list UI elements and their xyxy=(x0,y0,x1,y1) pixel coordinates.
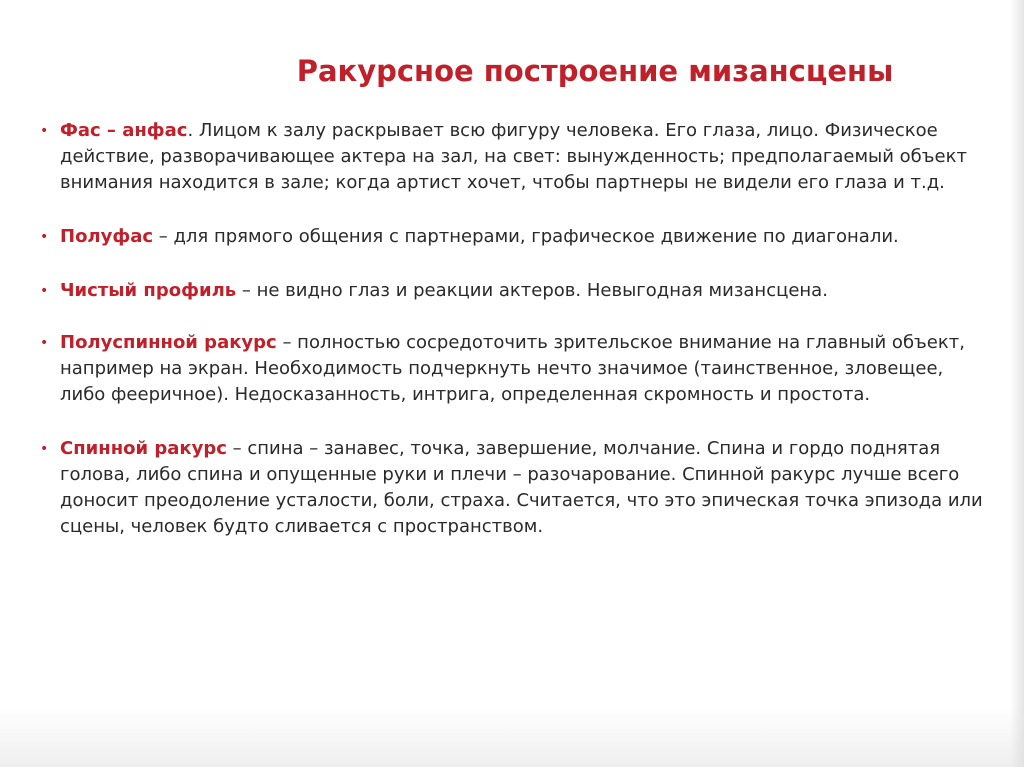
slide-title: Ракурсное построение мизансцены xyxy=(296,54,894,88)
term-half-back: Полуспинной ракурс xyxy=(60,332,277,353)
term-back: Спинной ракурс xyxy=(60,438,227,459)
bullet-icon: • xyxy=(40,335,49,351)
bullet-list xyxy=(40,118,990,540)
list-item-half-back xyxy=(40,330,990,408)
desc-back: – спина – занавес, точка, завершение, молчание. Спина и гордо поднятая голова, либо спина и опущенные руки и плечи – разочарование. Спинной ракурс лучше всего доносит преодоление усталости, боли, страха. Считается, что это эпическая точка эпизода или сцены, человек будто сливается с пространством. xyxy=(60,438,983,537)
desc-polufas: – для прямого общения с партнерами, графическое движение по диагонали. xyxy=(153,226,899,247)
bullet-icon: • xyxy=(40,283,49,299)
list-item-polufas xyxy=(40,224,990,250)
list-item-fas xyxy=(40,118,990,196)
bullet-icon: • xyxy=(40,441,49,457)
term-polufas: Полуфас xyxy=(60,226,154,247)
bullet-icon: • xyxy=(40,123,49,139)
term-profile: Чистый профиль xyxy=(60,280,237,301)
desc-profile: – не видно глаз и реакции актеров. Невыгодная мизансцена. xyxy=(236,280,828,301)
desc-half-back: – полностью сосредоточить зрительское внимание на главный объект, например на экран. Необходимость подчеркнуть нечто значимое (таинственное, зловещее, либо фееричное). Недосказанность, интрига, определенная скромность и простота. xyxy=(60,332,965,405)
list-item-back xyxy=(40,436,990,540)
slide-right-shadow xyxy=(1010,0,1024,767)
slide-bottom-shadow xyxy=(0,707,1024,767)
term-fas: Фас – анфас xyxy=(60,120,188,141)
list-item-profile xyxy=(40,278,990,304)
desc-fas: . Лицом к залу раскрывает всю фигуру человека. Его глаза, лицо. Физическое действие, разворачивающее актера на зал, на свет: вынужденность; предполагаемый объект внимания находится в зале; когда артист хочет, чтобы партнеры не видели его глаза и т.д. xyxy=(60,120,967,193)
bullet-icon: • xyxy=(40,229,49,245)
